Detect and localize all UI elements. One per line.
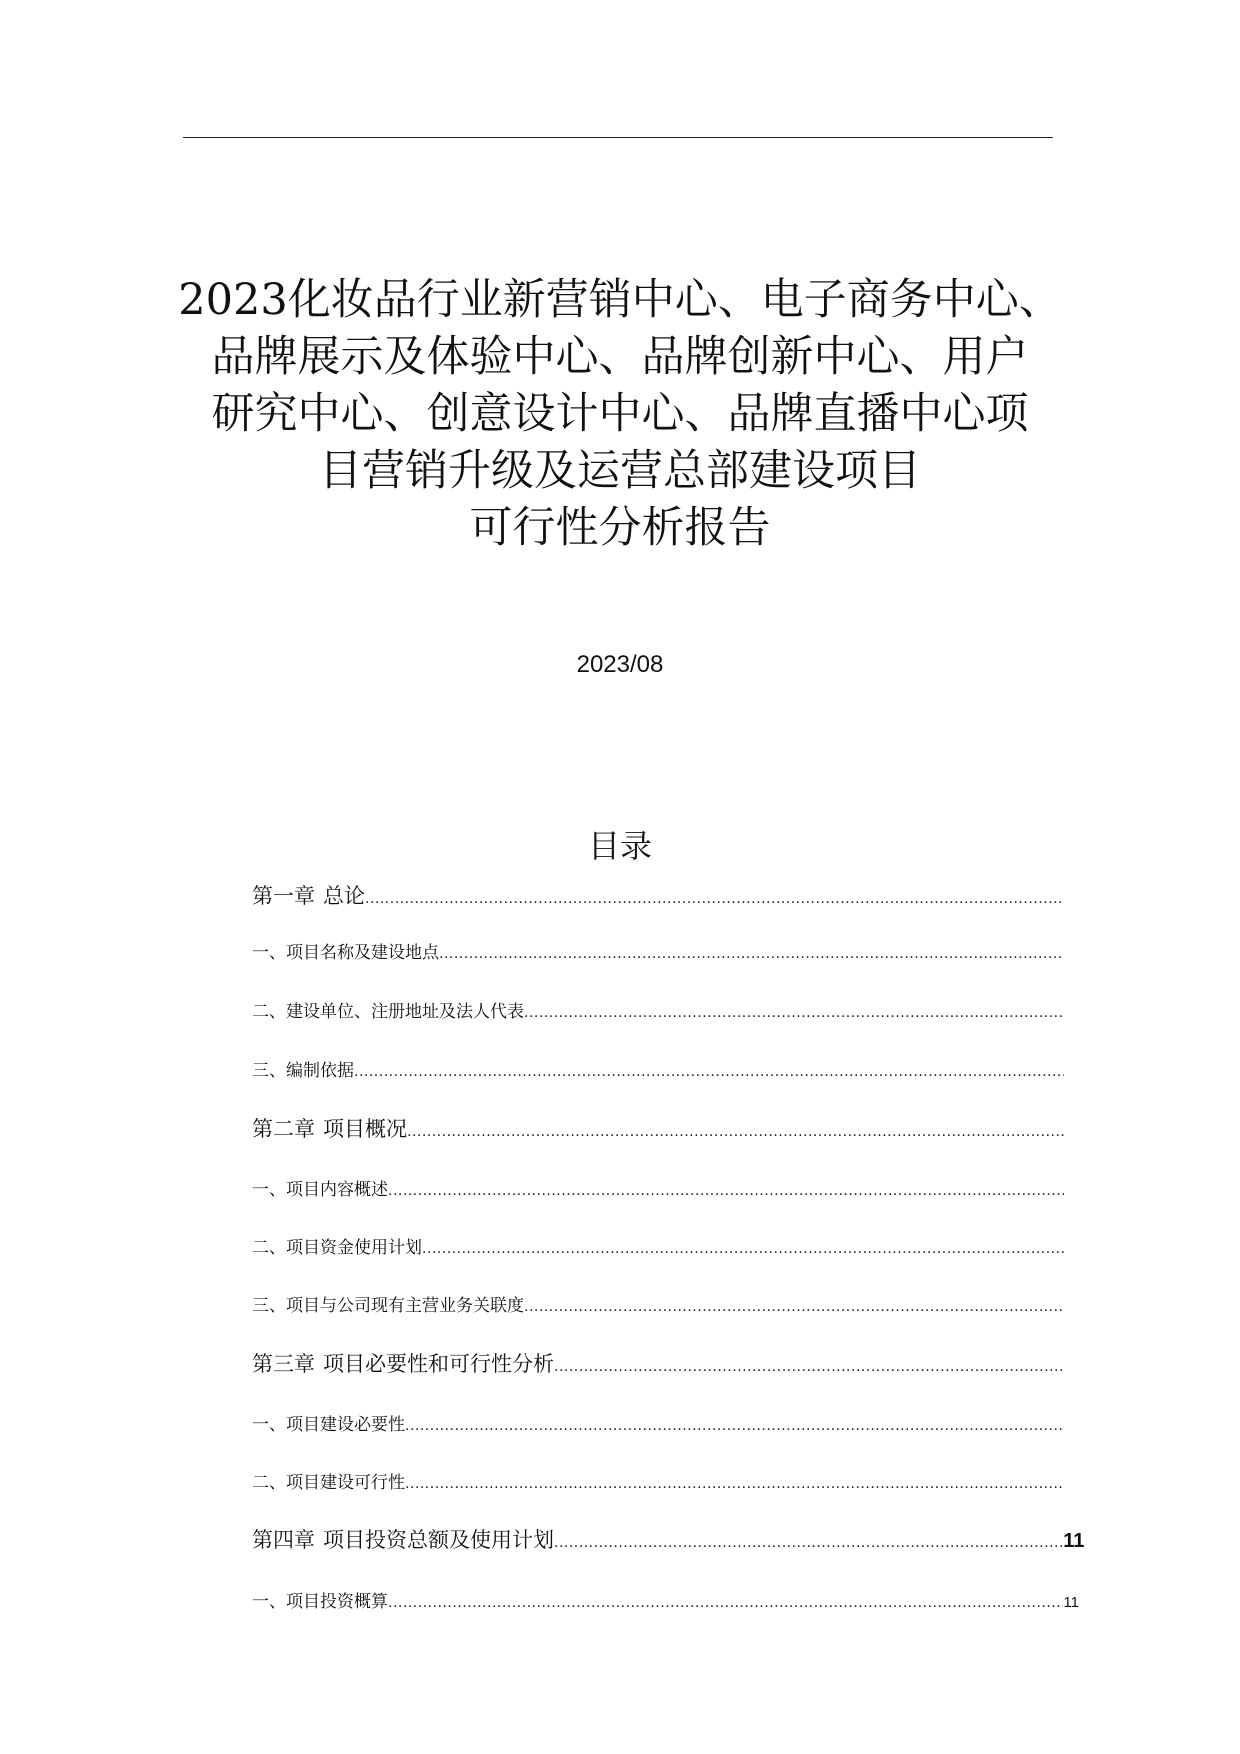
toc-entry-1-2[interactable]: [252, 997, 1072, 1025]
toc-entry-chapter-4[interactable]: [252, 1524, 1085, 1556]
toc-entry-2-1[interactable]: [252, 1175, 1072, 1203]
toc-dot-leader: [388, 1595, 1063, 1611]
toc-heading: 目录: [587, 827, 652, 865]
toc-entry-title: 项目建设必要性: [286, 1415, 405, 1435]
toc-entry-chapter-3[interactable]: [252, 1348, 1072, 1380]
toc-entry-number: 二、: [252, 1473, 286, 1493]
toc-entry-page: 11: [1063, 1594, 1079, 1611]
toc-entry-2-2[interactable]: [252, 1233, 1072, 1261]
toc-dot-leader: [354, 1064, 1064, 1080]
toc-entry-title: 项目必要性和可行性分析: [323, 1352, 554, 1376]
toc-entry-title: 项目名称及建设地点: [286, 943, 439, 963]
toc-entry-chapter-1[interactable]: [252, 880, 1072, 912]
toc-entry-number: 一、: [252, 1592, 286, 1612]
toc-entry-1-3[interactable]: [252, 1056, 1072, 1084]
toc-entry-title: 项目资金使用计划: [286, 1238, 422, 1258]
toc-entry-number: 三、: [252, 1296, 286, 1316]
toc-entry-title: 项目概况: [323, 1117, 407, 1141]
toc-entry-2-3[interactable]: [252, 1291, 1072, 1319]
toc-entry-page: 11: [1063, 1530, 1085, 1552]
toc-dot-leader: [554, 1359, 1064, 1375]
toc-entry-number: 一、: [252, 1180, 286, 1200]
header-rule: [183, 137, 1053, 138]
title-line-5: 可行性分析报告: [469, 503, 771, 553]
toc-entry-title: 编制依据: [286, 1061, 354, 1081]
toc-entry-3-1[interactable]: [252, 1410, 1072, 1438]
toc-dot-leader: [407, 1124, 1064, 1140]
toc-entry-number: 二、: [252, 1238, 286, 1258]
toc-entry-title: 项目投资概算: [286, 1592, 388, 1612]
toc-entry-number: 三、: [252, 1061, 286, 1081]
title-line-4: 目营销升级及运营总部建设项目: [319, 446, 921, 496]
toc-entry-4-1[interactable]: [252, 1587, 1079, 1615]
toc-entry-number: 第三章: [252, 1352, 315, 1376]
toc-entry-title: 项目投资总额及使用计划: [323, 1528, 554, 1552]
toc-entry-3-2[interactable]: [252, 1468, 1072, 1496]
toc-entry-1-1[interactable]: [252, 938, 1072, 966]
toc-dot-leader: [524, 1005, 1064, 1021]
toc-dot-leader: [405, 1476, 1064, 1492]
toc-entry-number: 一、: [252, 1415, 286, 1435]
title-line-2: 品牌展示及体验中心、品牌创新中心、用户: [211, 332, 1029, 382]
toc-entry-number: 第二章: [252, 1117, 315, 1141]
toc-entry-title: 项目内容概述: [286, 1180, 388, 1200]
toc-entry-number: 第四章: [252, 1528, 315, 1552]
toc-dot-leader: [524, 1299, 1064, 1315]
report-date: 2023/08: [576, 651, 664, 678]
toc-dot-leader: [405, 1418, 1064, 1434]
title-line-1: 2023化妆品行业新营销中心、电子商务中心、: [178, 275, 1062, 325]
toc-entry-chapter-2[interactable]: [252, 1113, 1072, 1145]
toc-entry-title: 总论: [323, 884, 365, 908]
toc-entry-number: 一、: [252, 943, 286, 963]
toc-entry-title: 建设单位、注册地址及法人代表: [286, 1002, 524, 1022]
report-title: [140, 272, 1100, 557]
toc-dot-leader: [554, 1535, 1063, 1551]
toc-dot-leader: [439, 946, 1064, 962]
toc-entry-number: 二、: [252, 1002, 286, 1022]
toc-dot-leader: [422, 1241, 1064, 1257]
toc-entry-number: 第一章: [252, 884, 315, 908]
toc-entry-title: 项目建设可行性: [286, 1473, 405, 1493]
toc-entry-title: 项目与公司现有主营业务关联度: [286, 1296, 524, 1316]
toc-dot-leader: [388, 1183, 1064, 1199]
title-line-3: 研究中心、创意设计中心、品牌直播中心项: [211, 389, 1029, 439]
toc-dot-leader: [365, 891, 1064, 907]
